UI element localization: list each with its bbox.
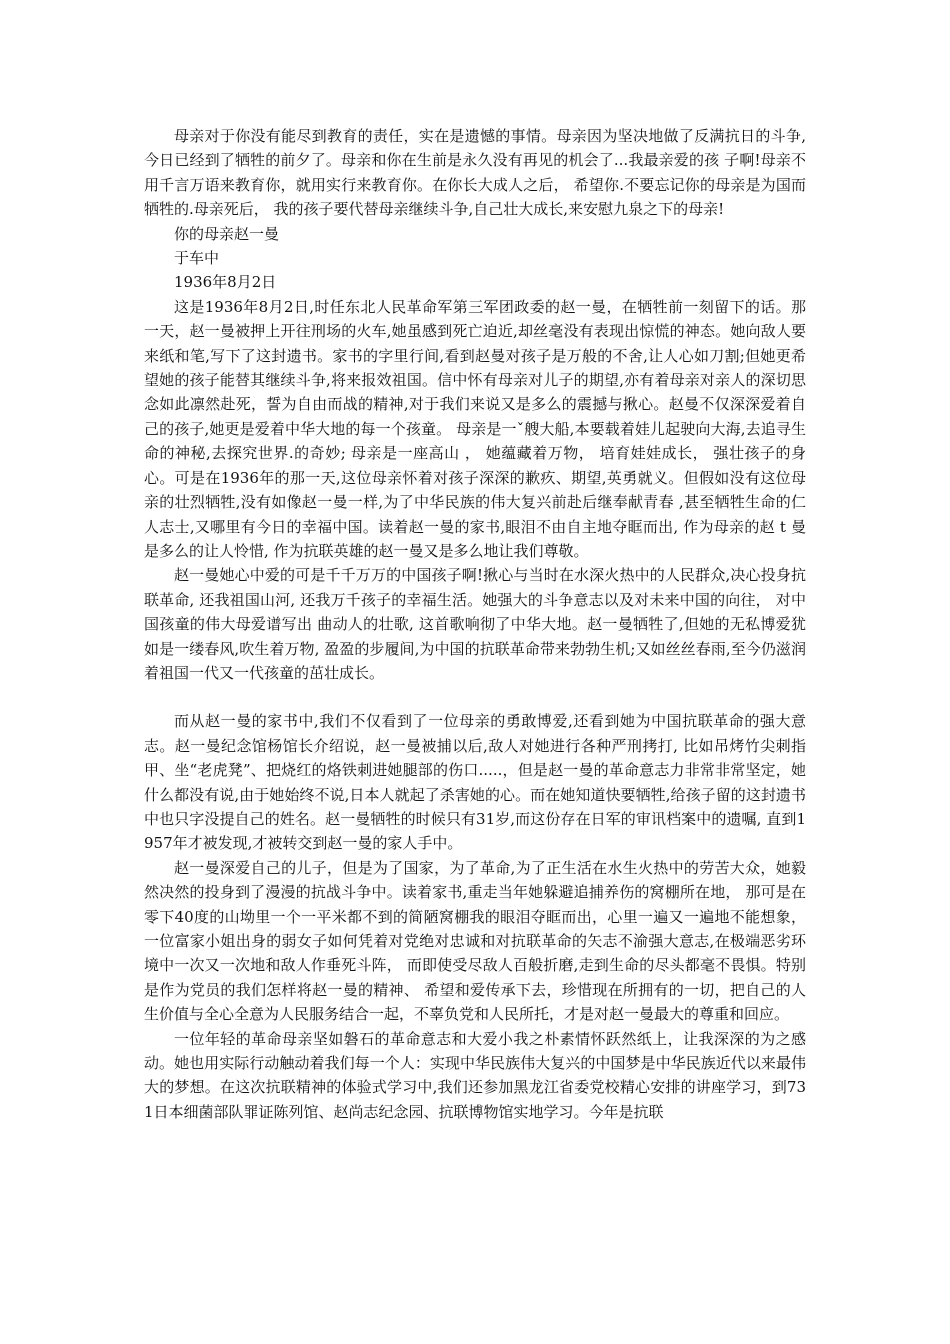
paragraph-4: 赵一曼深爱自己的儿子，但是为了国家，为了革命,为了正生活在水生火热中的劳苦大众，她毅然决然的投身到了漫漫的抗战斗争中。读着家书,重走当年她躲避追捕养伤的窝棚所在地， 那可是在零下40度的山坳里一个一平米都不到的简陋窝棚我的眼泪夺眶而出，心里一遍又一遍地不能想象，一位富家小姐出身的弱女子如何凭着对党绝对忠诚和对抗联革命的矢志不渝强大意志,在极端恶劣环境中一次又一次地和敌人作垂死斗阵， 而即使受尽敌人百般折磨,走到生命的尽头都毫不畏惧。特别是作为党员的我们怎样将赵一曼的精神、 希望和爱传承下去，珍惜现在所拥有的一切，把自己的人生价值与全心全意为人民服务结合一起，不辜负党和人民所托，才是对赵一曼最大的尊重和回应。 — [144, 858, 806, 1024]
letter-signature: 你的母亲赵一曼 — [174, 224, 280, 243]
letter-date: 1936年8月2日 — [174, 273, 277, 292]
paragraph-3: 而从赵一曼的家书中,我们不仅看到了一位母亲的勇敢博爱,还看到她为中国抗联革命的强大意志。赵一曼纪念馆杨馆长介绍说，赵一曼被捕以后,敌人对她进行各种严刑拷打, 比如吊烤竹尖刺指甲、坐“老虎凳”、把烧红的烙铁刺进她腿部的伤口.....，但是赵一曼的革命意志力非常非常坚定，她什么都没有说,由于她始终不说,日本人就起了杀害她的心。而在她知道快要牺牲,给孩子留的这封遗书中也只字没提自己的姓名。赵一曼牺牲的时候只有31岁,而这份存在日军的审讯档案中的遗嘱, 直到1957年才被发现,才被转交到赵一曼的家人手中。 — [144, 712, 806, 853]
letter-place: 于车中 — [174, 249, 220, 268]
letter-body: 母亲对于你没有能尽到教育的责任，实在是遗憾的事情。母亲因为坚决地做了反满抗日的斗争,今日已经到了牺牲的前夕了。母亲和你在生前是永久没有再见的机会了...我最亲爱的孩 子啊!母亲不用千言万语来教育你，就用实行来教育你。在你长大成人之后， 希望你.不要忘记你的母亲是为国而牺牲的.母亲死后， 我的孩子要代替母亲继续斗争,自己壮大成长,来安慰九泉之下的母亲! — [144, 127, 806, 219]
paragraph-gap — [144, 685, 806, 709]
document-page — [144, 124, 806, 1124]
paragraph-1: 这是1936年8月2日,时任东北人民革命军第三军团政委的赵一曼，在牺牲前一刻留下的话。那一天，赵一曼被押上开往刑场的火车,她虽感到死亡迫近,却丝毫没有表现出惊慌的神态。她向敌人要来纸和笔,写下了这封遗书。家书的字里行间,看到赵曼对孩子是万般的不舍,让人心如刀割;但她更希望她的孩子能替其继续斗争,将来报效祖国。信中怀有母亲对儿子的期望,亦有着母亲对亲人的深切思念如此凛然赴死，誓为自由而战的精神,对于我们来说又是多么的震撼与揪心。赵曼不仅深深爱着自己的孩子,她更是爱着中华大地的每一个孩童。 母亲是一ˇ艘大船,本要载着娃儿起驶向大海,去追寻生命的神秘,去探究世界.的奇妙; 母亲是一座高山 ， 她蕴藏着万物， 培育娃娃成长， 强壮孩子的身心。可是在1936年的那一天,这位母亲怀着对孩子深深的歉疚、期望,英勇就义。但假如没有这位母亲的壮烈牺牲,没有如像赵一曼一样,为了中华民族的伟大复兴前赴后继奉献青春 ,甚至牺牲生命的仁人志士,又哪里有今日的幸福中国。读着赵一曼的家书,眼泪不由自主地夺眶而出, 作为母亲的赵 t 曼是多么的让人怜惜, 作为抗联英雄的赵一曼又是多么地让我们尊敬。 — [144, 297, 807, 560]
paragraph-2: 赵一曼她心中爱的可是千千万万的中国孩子啊!揪心与当时在水深火热中的人民群众,决心投身抗联革命, 还我祖国山河, 还我万千孩子的幸福生活。她强大的斗争意志以及对未来中国的向往， 对中国孩童的伟大母爱谱写出 曲动人的壮歌, 这首歌响彻了中华大地。赵一曼牺牲了,但她的无私博爱犹如是一缕春风,吹生着万物, 盈盈的步履间,为中国的抗联革命带来勃勃生机;又如丝丝春雨,至今仍滋润着祖国一代又一代孩童的茁壮成长。 — [144, 566, 806, 682]
paragraph-5: 一位年轻的革命母亲坚如磐石的革命意志和大爱小我之朴素情怀跃然纸上，让我深深的为之感动。她也用实际行动触动着我们每一个人：实现中华民族伟大复兴的中国梦是中华民族近代以来最伟大的梦想。在这次抗联精神的体验式学习中,我们还参加黑龙江省委党校精心安排的讲座学习，到731日本细菌部队罪证陈列馆、赵尚志纪念园、抗联博物馆实地学习。今年是抗联 — [144, 1029, 806, 1121]
